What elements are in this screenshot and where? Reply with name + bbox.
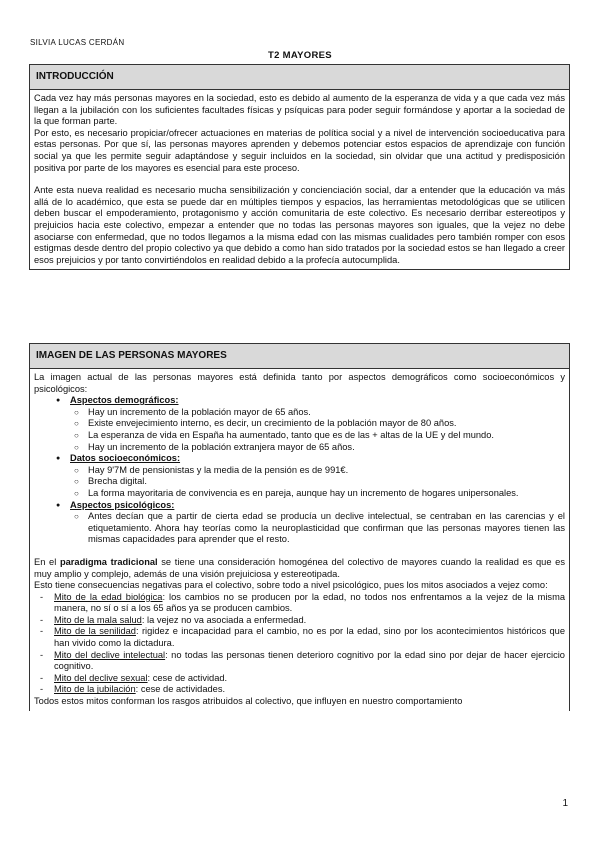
imagen-intro: La imagen actual de las personas mayores está definida tanto por aspectos demográficos como socioeconómicos y psicológicos: — [34, 372, 565, 394]
aspect-title: ● Aspectos psicológicos: — [70, 500, 174, 510]
paradigm-paragraph: En el paradigma tradicional se tiene una consideración homogénea del colectivo de mayores cuando la realidad es que es muy amplio y complejo, además de una visión prejuiciosa y estereotipada. — [34, 556, 565, 579]
intro-paragraph: Ante esta nueva realidad es necesario mucha sensibilización y concienciación social, dar a entender que la educación va más allá de lo académico, que esta se puede dar en múltiples tiempos y espacios, las herramientas metodológicas que se utilicen deben buscar el empoderamiento, protagonismo y acción comunitaria de este colectivo. Es necesario derribar estereotipos y prejuicios hacia este colectivo, empezar a entender que no todas las personas mayores son iguales, que la vejez no debe asociarse con enfermedad, que no todos llegamos a la misma edad con las mismas cualidades pero también romper con esos estigmas desde dentro del propio colectivo ya que debido a como han sido tratados por la sociedad estos se han llegado a creer esos prejuicios y por tanto convirtiéndolos en realidad debido a la profecía autocumplida. — [34, 185, 565, 265]
page-number: 1 — [562, 798, 568, 809]
myth-item: - Mito de la edad biológica: los cambios no se producen por la edad, no todos nos enfrentamos a la vejez de la misma manera, no sí o sí a los 65 años ya se producen cambios. — [34, 592, 565, 615]
aspect-subitem: ○ Antes decían que a partir de cierta edad se producía un declive intelectual, se centraban en las carencias y el etiquetamiento. Ahora hay teorías como la neuroplasticidad que confirman que las personas mayores tienen las mismas capacidades para aprender que el resto. — [70, 511, 565, 546]
intro-heading: INTRODUCCIÓN — [30, 65, 569, 90]
document-title: T2 MAYORES — [268, 50, 332, 61]
aspect-subitem: ○ Existe envejecimiento interno, es decir, un crecimiento de la población mayor de 80 años. — [70, 418, 565, 430]
myth-item: - Mito de la mala salud: la vejez no va asociada a enfermedad. — [34, 615, 565, 627]
paradigm-term: paradigma tradicional — [59, 556, 158, 567]
intro-paragraph: Por esto, es necesario propiciar/ofrecer actuaciones en materias de política social y a nivel de intervención socioeducativa para estas personas. Por que sí, las personas mayores aprenden y debemos potenciar estos espacios de aprendizaje con función social ya que les permite seguir adaptándose y seguir incluidos en la sociedad, sin olvidar que una actitud y predisposición positiva por parte de los mayores es esencial para este proceso. — [34, 127, 565, 173]
myth-item: - Mito del declive intelectual: no todas las personas tienen deterioro cognitivo por la edad sino por dejar de hacer ejercicio cognitivo. — [34, 650, 565, 673]
aspect-subitem: ○ La forma mayoritaria de convivencia es en pareja, aunque hay un incremento de hogares unipersonales. — [70, 488, 565, 500]
aspect-subitem: ○ Hay 9'7M de pensionistas y la media de la pensión es de 991€. — [70, 465, 565, 477]
imagen-heading: IMAGEN DE LAS PERSONAS MAYORES — [30, 344, 569, 369]
myths-list — [34, 592, 565, 696]
author-name: SILVIA LUCAS CERDÁN — [30, 38, 125, 47]
myth-item: - Mito de la senilidad: rigidez e incapacidad para el cambio, no es por la edad, sino por los acontecimientos históricos que han vivido como la dictadura. — [34, 626, 565, 649]
aspect-subitem: ○ Brecha digital. — [70, 476, 565, 488]
intro-paragraph: Cada vez hay más personas mayores en la sociedad, esto es debido al aumento de la esperanza de vida y a que cada vez más llegan a la jubilación con los suficientes facultades físicas y psíquicas para poder seguir formándose y aportar a la sociedad de la que forman parte. — [34, 93, 565, 127]
myth-item: - Mito de la jubilación: cese de actividades. — [34, 684, 565, 696]
aspects-list — [34, 395, 565, 546]
intro-body — [30, 90, 569, 269]
consequences-paragraph: Esto tiene consecuencias negativas para el colectivo, sobre todo a nivel psicológico, pues los mitos asociados a vejez como: — [34, 580, 548, 591]
aspect-title: ● Datos socioeconómicos: — [70, 453, 180, 463]
closing-paragraph: Todos estos mitos conforman los rasgos atribuidos al colectivo, que influyen en nuestro comportamiento — [34, 696, 463, 707]
aspect-item — [34, 453, 565, 499]
aspect-subitem: ○ Hay un incremento de la población mayor de 65 años. — [70, 407, 565, 419]
aspect-title: ● Aspectos demográficos: — [70, 395, 179, 405]
aspect-item — [34, 395, 565, 453]
aspect-subitem: ○ Hay un incremento de la población extranjera mayor de 65 años. — [70, 442, 565, 454]
aspect-subitem: ○ La esperanza de vida en España ha aumentado, tanto que es de las + altas de la UE y del mundo. — [70, 430, 565, 442]
aspect-item — [34, 500, 565, 546]
imagen-section — [29, 343, 570, 711]
imagen-body — [30, 369, 569, 711]
intro-section — [29, 64, 570, 270]
myth-item: - Mito del declive sexual: cese de actividad. — [34, 673, 565, 685]
